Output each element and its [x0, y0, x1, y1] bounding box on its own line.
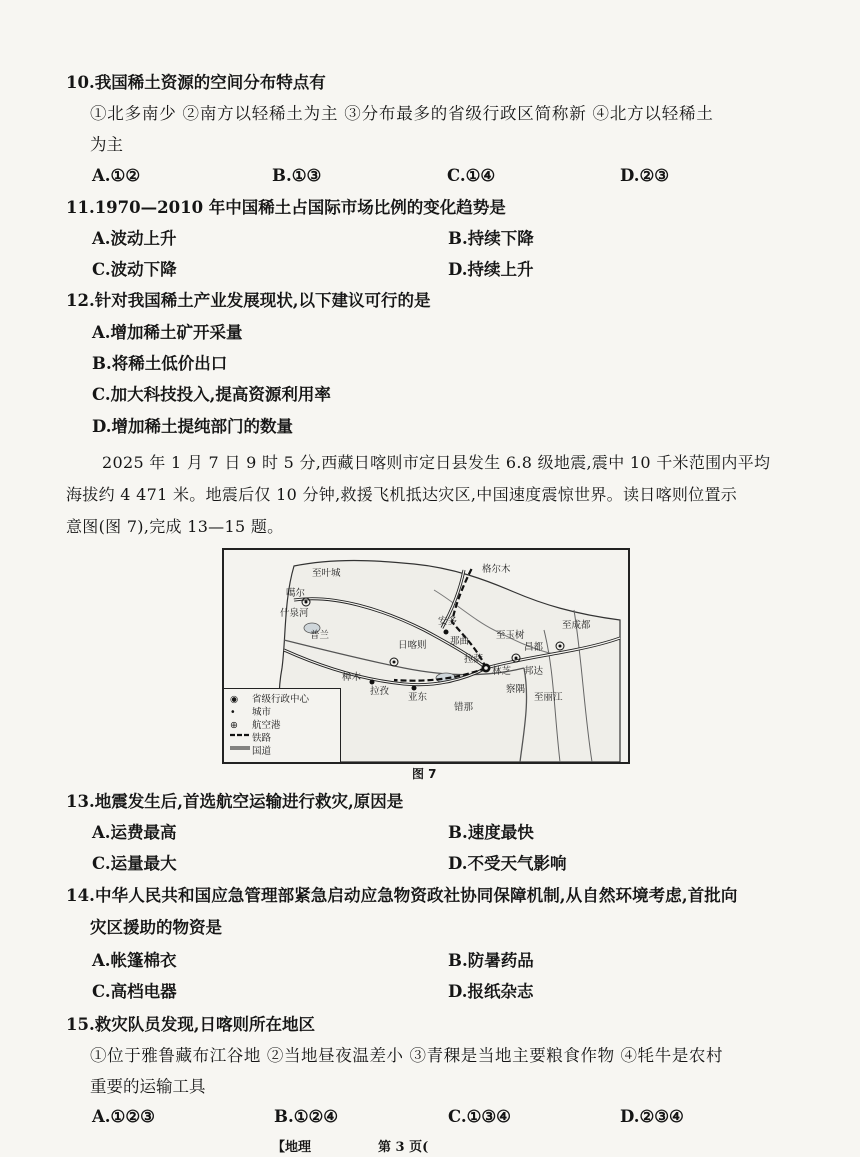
q13-option-b: B.速度最快: [448, 823, 534, 842]
passage-line-3: 意图(图 7),完成 13—15 题。: [66, 517, 284, 536]
q13-option-c: C.运量最大: [92, 854, 177, 873]
q15-stem: 15.救灾队员发现,日喀则所在地区: [66, 1015, 315, 1034]
q11-option-a: A.波动上升: [92, 229, 177, 248]
q10-option-a: A.①②: [92, 166, 141, 185]
city-naqu: [444, 630, 449, 635]
q14-option-d: D.报纸杂志: [448, 982, 534, 1001]
label-gaer: 噶尔: [286, 588, 306, 599]
label-lasa: 拉萨: [464, 654, 484, 665]
label-naqu: 那曲: [450, 636, 470, 647]
label-zhiyushu: 至玉树: [496, 630, 525, 641]
q15-option-a: A.①②③: [92, 1107, 155, 1126]
rikaze-location-map: [222, 548, 630, 764]
city-yadong: [412, 686, 417, 691]
label-zhaliang: 察隅: [506, 684, 526, 695]
legend-airport: ⊕ 航空港: [230, 720, 281, 731]
q15-statements: ①位于雅鲁藏布江谷地 ②当地昼夜温差小 ③青稞是当地主要粮食作物 ④牦牛是农村: [90, 1046, 724, 1065]
q15-option-c: C.①③④: [448, 1107, 511, 1126]
q13-option-d: D.不受天气影响: [448, 854, 567, 873]
legend-road: 国道: [252, 746, 272, 757]
label-pulan: 普兰: [310, 630, 330, 641]
q12-stem: 12.针对我国稀土产业发展现状,以下建议可行的是: [66, 291, 431, 310]
figure-caption: 图 7: [412, 767, 437, 781]
passage-line-2: 海拔约 4 471 米。地震后仅 10 分钟,救援飞机抵达灾区,中国速度震惊世界。读日喀则位置示: [66, 485, 738, 504]
city-symbol-icon: •: [230, 707, 236, 718]
q11-option-d: D.持续上升: [448, 260, 534, 279]
label-lazi: 拉孜: [370, 686, 390, 697]
label-geermu: 格尔木: [482, 564, 511, 575]
label-zhiyecheng: 至叶城: [312, 568, 341, 579]
label-cuona: 错那: [454, 702, 474, 713]
q11-option-b: B.持续下降: [448, 229, 534, 248]
q14-option-b: B.防暑药品: [448, 951, 534, 970]
q12-option-b: B.将稀土低价出口: [92, 354, 228, 373]
q11-option-c: C.波动下降: [92, 260, 177, 279]
q10-option-b: B.①③: [272, 166, 322, 185]
q14-option-c: C.高档电器: [92, 982, 177, 1001]
q14-option-a: A.帐篷棉衣: [92, 951, 177, 970]
q15-option-b: B.①②④: [274, 1107, 339, 1126]
label-shiquanhe: 什泉河: [280, 608, 309, 619]
q10-option-c: C.①④: [447, 166, 496, 185]
q10-option-d: D.②③: [620, 166, 670, 185]
q10-statements-cont: 为主: [90, 135, 123, 154]
q10-statements: ①北多南少 ②南方以轻稀土为主 ③分布最多的省级行政区简称新 ④北方以轻稀土: [90, 104, 714, 123]
airport-symbol-icon: ⊕: [230, 720, 238, 731]
q12-option-c: C.加大科技投入,提高资源利用率: [92, 385, 331, 404]
q12-option-a: A.增加稀土矿开采量: [92, 323, 243, 342]
q15-statements-cont: 重要的运输工具: [90, 1077, 206, 1096]
q10-stem: 10.我国稀土资源的空间分布特点有: [66, 73, 326, 92]
legend-railway: 铁路: [252, 733, 272, 744]
q14-stem: 14.中华人民共和国应急管理部紧急启动应急物资政社协同保障机制,从自然环境考虑,首批向: [66, 886, 738, 905]
footer-page-number: 第 3 页(: [378, 1140, 429, 1155]
label-yadong: 亚东: [408, 692, 428, 703]
q15-option-d: D.②③④: [620, 1107, 684, 1126]
q11-stem: 11.1970—2010 年中国稀土占国际市场比例的变化趋势是: [66, 198, 506, 217]
legend-city: • 城市: [230, 707, 272, 718]
q12-option-d: D.增加稀土提纯部门的数量: [92, 417, 293, 436]
passage-line-1: 2025 年 1 月 7 日 9 时 5 分,西藏日喀则市定日县发生 6.8 级地震,震中 10 千米范围内平均: [102, 453, 771, 472]
q14-stem-cont: 灾区援助的物资是: [90, 918, 222, 937]
label-zhilijiang: 至丽江: [534, 692, 563, 703]
label-rikaze: 日喀则: [398, 640, 427, 651]
label-bangda: 邦达: [524, 666, 544, 677]
map-legend: [224, 688, 341, 763]
q13-stem: 13.地震发生后,首选航空运输进行救灾,原因是: [66, 792, 404, 811]
label-linzhi: 林芝: [492, 666, 512, 677]
label-changdu: 昌都: [524, 642, 544, 653]
q13-option-a: A.运费最高: [92, 823, 177, 842]
label-anduo: 安多: [438, 616, 458, 627]
capital-symbol-icon: ◉: [230, 694, 239, 705]
label-zhichengdu: 至成都: [562, 620, 591, 631]
legend-capital: ◉ 省级行政中心: [230, 694, 310, 705]
city-lazi: [370, 680, 375, 685]
label-zhangmu: 樟木: [342, 672, 362, 683]
footer-subject: 【地理: [272, 1140, 312, 1155]
